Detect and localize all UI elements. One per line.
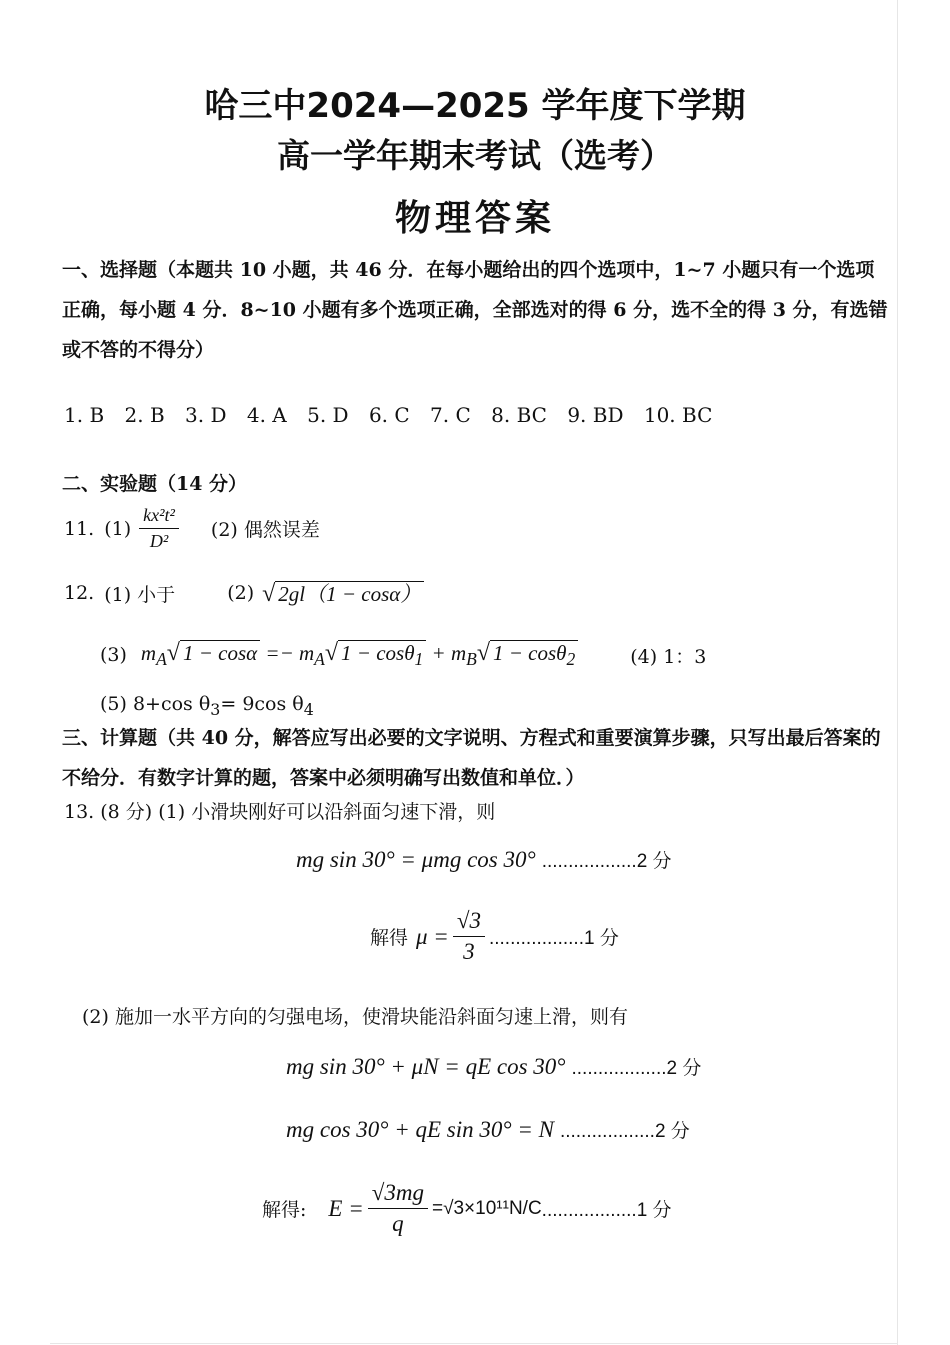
answer-7: 7. C — [430, 403, 471, 427]
q13-eq1 — [296, 846, 672, 873]
q12-part5 — [100, 693, 314, 719]
q13-E-fraction — [368, 1180, 428, 1237]
q12-part5-text: (5) 8+cos θ — [100, 693, 211, 715]
q12-part5-mid: = 9cos θ — [220, 693, 304, 715]
q12-radicand-3 — [490, 640, 578, 670]
q13-eq3 — [286, 1116, 690, 1143]
q13-eq3-score: ..................2 分 — [559, 1121, 690, 1142]
q12-plus-mb: + m — [431, 641, 467, 665]
q12-line3 — [100, 640, 706, 670]
q12-mass-a: m — [140, 641, 157, 665]
q12-radicand-2-text: 1 − cosθ — [341, 641, 415, 665]
q13-eq2-score: ..................2 分 — [571, 1058, 702, 1079]
answer-5: 5. D — [307, 403, 349, 427]
q13-mu-score: ..................1 分 — [488, 928, 619, 949]
q13-eq3-expr: mg cos 30° + qE sin 30° = N — [286, 1117, 554, 1142]
q12-theta2-sub: 2 — [566, 649, 576, 670]
section2-heading: 二、实验题（14 分） — [62, 473, 248, 495]
answer-4: 4. A — [246, 403, 287, 427]
choice-answers — [64, 403, 726, 427]
q12-mass-a-sub: A — [156, 649, 167, 670]
q13-eq2-expr: mg sin 30° + μN = qE cos 30° — [286, 1054, 566, 1079]
q13-mu-fraction — [453, 908, 485, 965]
title-exam-name: 高一学年期末考试（选考） — [277, 136, 673, 175]
sqrt-sign-icon: √ — [166, 640, 180, 666]
q12-radicand-3-text: 1 − cosθ — [493, 641, 567, 665]
q12-mb-sub: B — [466, 649, 477, 670]
q11-fraction — [139, 505, 179, 552]
q13-E-numerator: √3mg — [368, 1180, 428, 1209]
q13-eq1-score: ..................2 分 — [541, 851, 672, 872]
q12-part3-label: (3) — [100, 644, 127, 667]
q13-eq1-expr: mg sin 30° = μmg cos 30° — [296, 847, 536, 872]
q12-part3-expr — [141, 640, 578, 670]
answer-6: 6. C — [368, 403, 410, 427]
q12-theta3-sub: 3 — [210, 699, 221, 719]
q12-part2-expr — [262, 578, 424, 608]
answer-9: 9. BD — [567, 403, 624, 427]
section1-instructions: 一、选择题（本题共 10 小题，共 46 分．在每小题给出的四个选项中，1~7 小题只有一个选项正确，每小题 4 分．8~10 小题有多个选项正确，全部选对的得 6 分，选不全的得 3 分，有选错或不答的不得分） — [62, 259, 888, 361]
title-school-term: 哈三中2024—2025 学年度下学期 — [204, 86, 746, 126]
q12-line1 — [64, 578, 424, 608]
section3-instructions: 三、计算题（共 40 分，解答应写出必要的文字说明、方程式和重要演算步骤，只写出最后答案的不给分．有数字计算的题，答案中必须明确写出数值和单位．） — [62, 727, 881, 789]
title-answer-key: 物理答案 — [394, 198, 555, 239]
answer-1: 1. B — [64, 403, 105, 427]
q12-ma-sub-2: A — [314, 649, 325, 670]
q13-mu-denominator: 3 — [463, 939, 475, 964]
q13-mu-numerator: √3 — [453, 908, 485, 937]
answer-8: 8. BC — [491, 403, 547, 427]
q13-E-lhs: E = — [328, 1195, 364, 1221]
q13-E-score: ..................1 分 — [541, 1200, 672, 1221]
q12-part2-radicand: 2gl（1 − cosα） — [275, 581, 424, 606]
q12-radicand-2 — [338, 640, 426, 670]
q13-E-value: =√3×10¹¹N/C — [431, 1197, 542, 1219]
answer-10: 10. BC — [643, 403, 713, 427]
q13-E-result — [262, 1180, 672, 1237]
q12-part1: (1) 小于 — [104, 583, 176, 606]
q12-number: 12. — [64, 582, 95, 604]
q11-fraction-denominator: D² — [149, 531, 169, 551]
q13-lead: 13. (8 分) (1) 小滑块刚好可以沿斜面匀速下滑，则 — [64, 801, 496, 823]
q11-part1-label: (1) — [104, 517, 132, 540]
q11-answer — [64, 505, 320, 552]
q13-solve-label: 解得 — [370, 927, 409, 949]
page-bottom-edge — [50, 1343, 898, 1344]
q12-part2-label: (2) — [227, 582, 255, 604]
q13-E-denominator: q — [392, 1211, 404, 1236]
q13-solve-label-2: 解得: — [262, 1199, 307, 1221]
q11-number: 11. — [64, 517, 95, 540]
q13-mu-result — [370, 908, 619, 965]
sqrt-sign-icon: √ — [262, 581, 276, 607]
sqrt-sign-icon: √ — [476, 640, 490, 666]
q11-fraction-numerator: kx²t² — [139, 505, 179, 529]
q12-theta4-sub: 4 — [303, 699, 314, 719]
sqrt-sign-icon: √ — [324, 640, 339, 666]
q12-radicand-1: 1 − cosα — [180, 640, 260, 665]
q13-eq2 — [286, 1053, 701, 1080]
q12-part4: (4) 1：3 — [630, 645, 707, 668]
q13-mu-lhs: μ = — [416, 923, 449, 949]
q12-theta1-sub: 1 — [414, 649, 424, 670]
q11-part2: (2) 偶然误差 — [210, 519, 320, 541]
q12-equals-neg-ma: =− m — [265, 641, 315, 665]
q13-part2-lead: (2) 施加一水平方向的匀强电场，使滑块能沿斜面匀速上滑，则有 — [82, 1006, 628, 1028]
answer-2: 2. B — [124, 403, 165, 427]
answer-3: 3. D — [185, 403, 227, 427]
